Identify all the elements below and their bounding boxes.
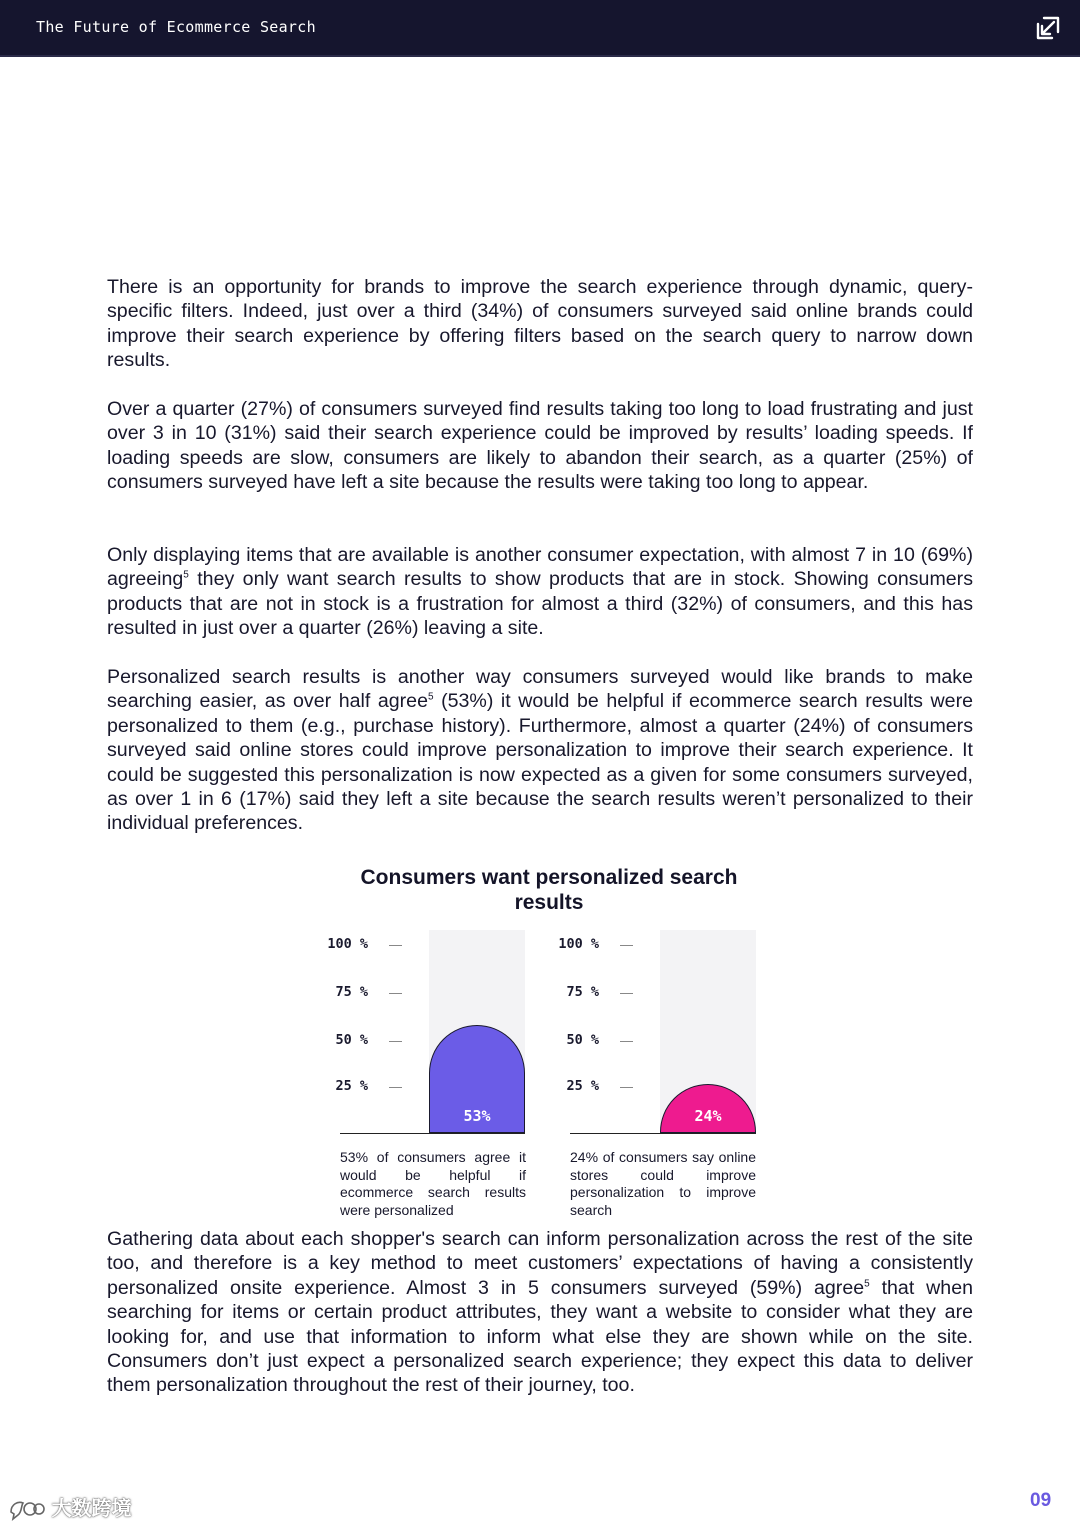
y-tick-label: 50 % — [566, 1032, 599, 1048]
paragraph-data-gathering — [107, 1227, 973, 1398]
y-tick-mark — [389, 1041, 402, 1042]
chart-baseline — [570, 1133, 756, 1134]
y-tick-mark — [620, 993, 633, 994]
paragraph-text: There is an opportunity for brands to improve the search experience through dynamic, query-specific filters. Indeed, just over a third (34%) of consumers surveyed said online brands could improve their search experience by offering filters based on the search query to narrow down results. — [107, 276, 973, 372]
paragraph-loading-speed — [107, 397, 973, 495]
arrow-in-box-icon — [1034, 14, 1062, 42]
y-tick-label: 75 % — [566, 984, 599, 1000]
header-bar — [0, 0, 1080, 57]
y-tick-mark — [389, 1087, 402, 1088]
y-tick-mark — [389, 993, 402, 994]
paragraph-text: Personalized search results is another way consumers surveyed would like brands to make searching easier, as over half agree — [107, 666, 973, 713]
paragraph-text: Gathering data about each shopper's search can inform personalization across the rest of the site too, and therefore is a key method to meet customers’ expectations of having a consistently personalized onsite experience. Almost 3 in 5 consumers surveyed (59%) agree — [107, 1228, 973, 1299]
footnote-ref: 5 — [427, 691, 434, 703]
watermark — [8, 1492, 132, 1522]
chart-caption: 53% of consumers agree it would be helpful if ecommerce search results were personalized — [340, 1149, 526, 1218]
chat-bubbles-icon — [8, 1498, 46, 1522]
y-tick-mark — [620, 945, 633, 946]
y-tick-label: 100 % — [558, 936, 599, 952]
y-tick-label: 75 % — [335, 984, 368, 1000]
y-tick-label: 25 % — [335, 1078, 368, 1094]
watermark-text: 大数跨境 — [51, 1498, 132, 1520]
document-title: The Future of Ecommerce Search — [36, 18, 316, 36]
chart-title: Consumers want personalized search results — [360, 866, 738, 914]
paragraph-text: (53%) it would be helpful if ecommerce search results were personalized to them (e.g., purchase history). Furthermore, almost a quarter (24%) of consumers surveyed said online stores could improve personalization to improve their search experience. It could be suggested this personalization is now expected as a given for some consumers surveyed, as over 1 in 6 (17%) said they left a site because the search results weren’t personalized to their individual preferences. — [107, 690, 973, 835]
y-tick-mark — [620, 1041, 633, 1042]
y-tick-mark — [620, 1087, 633, 1088]
bar-value-label: 53% — [463, 1107, 491, 1125]
y-tick-label: 100 % — [327, 936, 368, 952]
paragraph-text: that when searching for items or certain product attributes, they want a website to consider what they are looking for, and use that information to inform what else they are shown while on the site. Consumers don’t just expect a personalized search experience; they expect this data to deliver them personalization throughout the rest of their journey, too. — [107, 1276, 973, 1397]
y-tick-label: 50 % — [335, 1032, 368, 1048]
footnote-ref: 5 — [183, 569, 189, 581]
paragraph-text: Over a quarter (27%) of consumers surveyed find results taking too long to load frustrating and just over 3 in 10 (31%) said their search experience could be improved by results’ loading speeds. If loading speeds are slow, consumers are likely to abandon their search, as a quarter (25%) of consumers surveyed have left a site because the results were taking too long to appear. — [107, 398, 973, 494]
y-tick-label: 25 % — [566, 1078, 599, 1094]
bar-value-label: 24% — [694, 1107, 722, 1125]
chart-baseline — [340, 1133, 525, 1134]
footnote-ref: 5 — [864, 1278, 870, 1290]
paragraph-stock — [107, 543, 973, 641]
paragraph-personalization — [107, 665, 973, 836]
page-number: 09 — [1030, 1490, 1052, 1511]
chart-caption: 24% of consumers say online stores could improve personalization to improve search — [570, 1149, 756, 1218]
paragraph-text: they only want search results to show products that are in stock. Showing consumers products that are not in stock is a frustration for almost a third (32%) of consumers, and this has resulted in just over a quarter (26%) leaving a site. — [107, 568, 973, 640]
y-tick-mark — [389, 945, 402, 946]
paragraph-text: Only displaying items that are available is another consumer expectation, with almost 7 in 10 (69%) agreeing — [107, 544, 973, 591]
paragraph-filters — [107, 275, 973, 373]
